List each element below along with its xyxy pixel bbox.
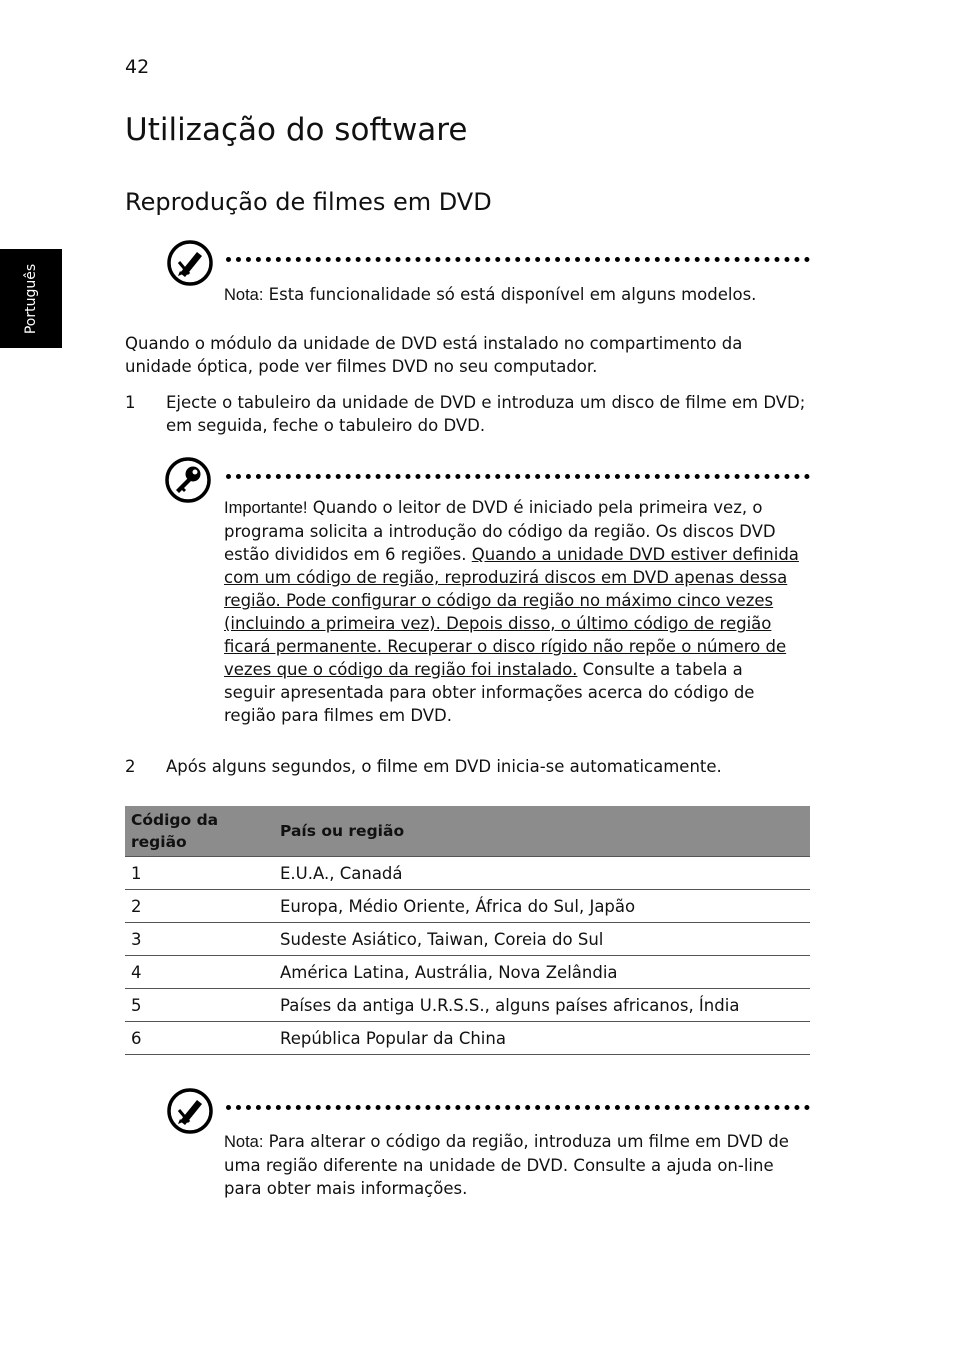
important-text-before: Quando o leitor de DVD é iniciado pela primeira vez, o programa solicita a introdução do código da região. Os discos DVD estão divididos em 6 regiões. xyxy=(224,498,776,564)
note-region-change xyxy=(224,1130,799,1200)
key-important-icon xyxy=(165,457,211,503)
step-text: Ejecte o tabuleiro da unidade de DVD e introduza um disco de filme em DVD; em seguida, feche o tabuleiro do DVD. xyxy=(166,393,806,435)
table-header-row xyxy=(125,806,810,857)
region-code-cell: 6 xyxy=(125,1022,274,1055)
table-row xyxy=(125,1022,810,1055)
region-code-cell: 3 xyxy=(125,923,274,956)
country-cell: Europa, Médio Oriente, África do Sul, Japão xyxy=(274,890,810,923)
country-cell: Sudeste Asiático, Taiwan, Coreia do Sul xyxy=(274,923,810,956)
section-title: Reprodução de filmes em DVD xyxy=(125,188,492,216)
country-cell: E.U.A., Canadá xyxy=(274,857,810,890)
step-number: 1 xyxy=(125,393,136,412)
header-country: País ou região xyxy=(280,822,405,840)
region-code-table xyxy=(125,806,810,1055)
important-underlined-text: Quando a unidade DVD estiver definida com um código de região, reproduzirá discos em DVD apenas dessa região. Pode configurar o código da região no máximo cinco vezes (incluindo a primeira vez). Depois disso, o último código de região ficará permanente. Recuperar o disco rígido não repõe o número de vezes que o código da região foi instalado. xyxy=(224,545,799,679)
note-label: Nota: xyxy=(224,286,264,304)
important-text-after: Consulte a tabela a seguir apresentada para obter informações acerca do código de região para filmes em DVD. xyxy=(224,660,755,725)
language-side-tab xyxy=(0,249,62,348)
important-divider xyxy=(226,474,810,479)
pencil-note-icon xyxy=(167,1088,213,1134)
note-availability xyxy=(224,283,804,307)
table-row xyxy=(125,989,810,1022)
country-cell: América Latina, Austrália, Nova Zelândia xyxy=(274,956,810,989)
note-body: Esta funcionalidade só está disponível em alguns modelos. xyxy=(263,285,757,304)
important-note xyxy=(224,496,799,727)
note-label: Nota: xyxy=(224,1133,264,1151)
note-divider xyxy=(226,257,810,262)
country-cell: Países da antiga U.R.S.S., alguns países africanos, Índia xyxy=(274,989,810,1022)
important-label: Importante! xyxy=(224,499,308,517)
page-number: 42 xyxy=(125,56,150,78)
intro-paragraph: Quando o módulo da unidade de DVD está instalado no compartimento da unidade óptica, pode ver filmes DVD no seu computador. xyxy=(125,334,743,376)
page-title: Utilização do software xyxy=(125,112,468,148)
note-body: Para alterar o código da região, introduza um filme em DVD de uma região diferente na unidade de DVD. Consulte a ajuda on-line para obter mais informações. xyxy=(224,1132,789,1198)
step-text: Após alguns segundos, o filme em DVD inicia-se automaticamente. xyxy=(166,757,722,776)
region-code-cell: 2 xyxy=(125,890,274,923)
region-code-cell: 5 xyxy=(125,989,274,1022)
pencil-note-icon xyxy=(167,240,213,286)
region-code-cell: 1 xyxy=(125,857,274,890)
table-row xyxy=(125,956,810,989)
table-row xyxy=(125,857,810,890)
language-side-tab-label: Português xyxy=(23,263,39,335)
header-region-code: Código da região xyxy=(131,811,219,851)
note-divider xyxy=(226,1105,810,1110)
table-row xyxy=(125,890,810,923)
country-cell: República Popular da China xyxy=(274,1022,810,1055)
region-code-cell: 4 xyxy=(125,956,274,989)
step-number: 2 xyxy=(125,757,136,776)
table-row xyxy=(125,923,810,956)
